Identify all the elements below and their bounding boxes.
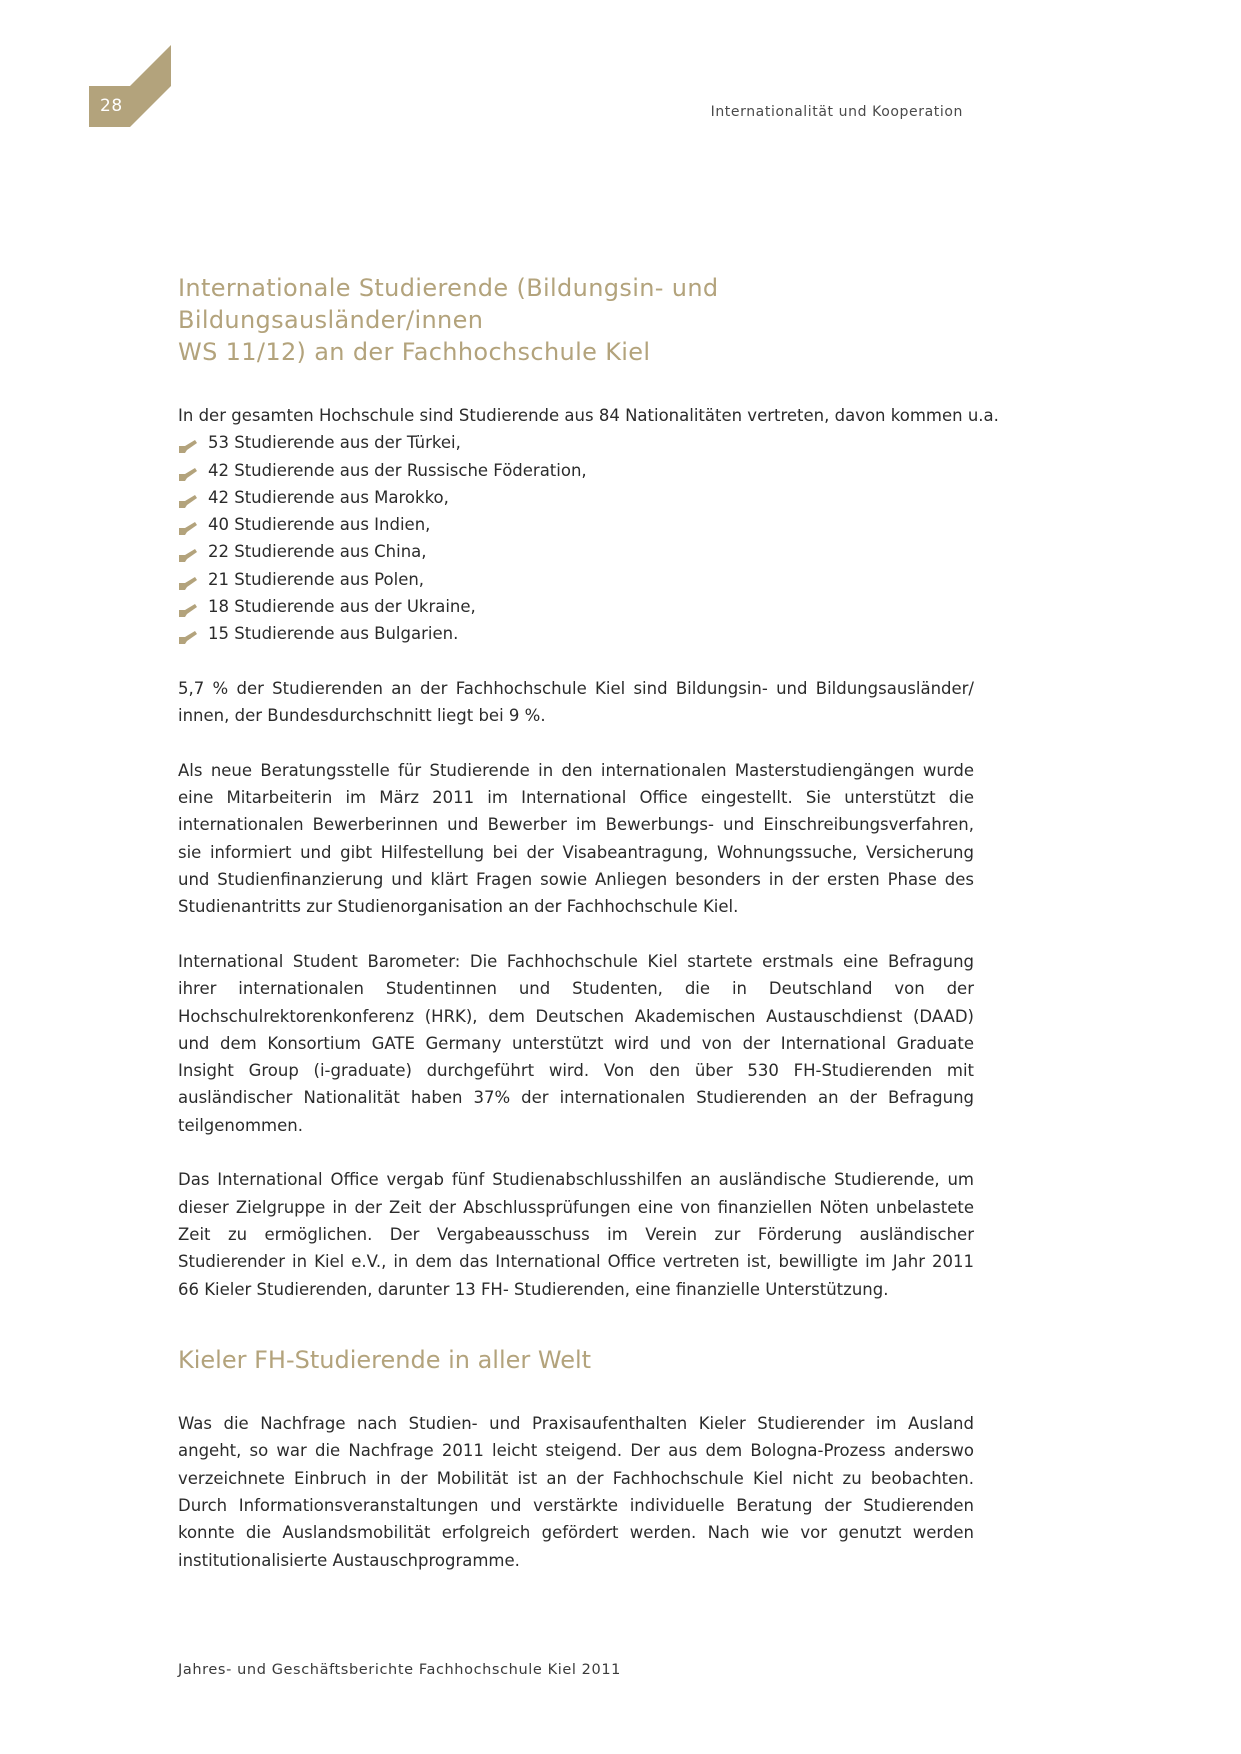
- graduation-aid-paragraph: Das International Office vergab fünf Studienabschlusshilfen an ausländische Studierende, um dieser Zielgruppe in der Zeit der Abschlussprüfungen eine von finanziellen Nöten unbelastete Zeit zu ermöglichen. Der Vergabeausschuss im Verein zur Förderung ausländischer Studierender in Kiel e.V., in dem das International Office vertreten ist, bewilligte im Jahr 2011 66 Kieler Studierenden, darunter 13 FH- Studierenden, eine finanzielle Unterstützung.: [178, 1170, 974, 1299]
- check-arrow-icon: [178, 599, 198, 614]
- list-item: [178, 620, 974, 647]
- list-item: [178, 511, 974, 538]
- list-item: [178, 429, 974, 456]
- list-item-text: 18 Studierende aus der Ukraine,: [208, 597, 476, 617]
- section-title-line-1: Internationale Studierende (Bildungsin- und Bildungsausländer/innen: [178, 274, 719, 334]
- page-footer: Jahres- und Geschäftsberichte Fachhochschule Kiel 2011: [178, 1662, 621, 1678]
- main-content: [178, 272, 999, 1574]
- list-item: [178, 593, 974, 620]
- list-item-text: 21 Studierende aus Polen,: [208, 569, 425, 589]
- advisory-office-paragraph: Als neue Beratungsstelle für Studierende in den internationalen Masterstudiengängen wurde eine Mitarbeiterin im März 2011 im International Office eingestellt. Sie unterstützt die internationalen Bewerberinnen und Bewerber im Bewerbungs- und Einschreibungsverfahren, sie informiert und gibt Hilfestellung bei der Visabeantragung, Wohnungssuche, Versicherung und Studienfinanzierung und klärt Fragen sowie Anliegen besonders in der ersten Phase des Studienantritts zur Studienorganisation an der Fachhochschule Kiel.: [178, 760, 974, 917]
- mobility-paragraph: Was die Nachfrage nach Studien- und Praxisaufenthalten Kieler Studierender im Ausland angeht, so war die Nachfrage 2011 leicht steigend. Der aus dem Bologna-Prozess anderswo verzeichnete Einbruch in der Mobilität ist an der Fachhochschule Kiel nicht zu beobachten. Durch Informationsveranstaltungen und verstärkte individuelle Beratung der Studierenden konnte die Auslandsmobilität erfolgreich gefördert werden. Nach wie vor genutzt werden institutionalisierte Austauschprogramme.: [178, 1414, 974, 1570]
- list-item-text: 42 Studierende aus Marokko,: [208, 487, 449, 507]
- student-barometer-paragraph: International Student Barometer: Die Fachhochschule Kiel startete erstmals eine Befragung ihrer internationalen Studentinnen und Studenten, die in Deutschland von der Hochschulrektorenkonferenz (HRK), dem Deutschen Akademischen Austauschdienst (DAAD) und dem Konsortium GATE Germany unterstützt wird und von der International Graduate Insight Group (i-graduate) durchgeführt wird. Von den über 530 FH-Studierenden mit ausländischer Nationalität haben 37% der internationalen Studierenden an der Befragung teilgenommen.: [178, 951, 974, 1135]
- check-arrow-icon: [178, 463, 198, 478]
- nationality-list: [178, 429, 974, 647]
- list-item-text: 40 Studierende aus Indien,: [208, 515, 431, 535]
- running-header: Internationalität und Kooperation: [710, 104, 963, 120]
- check-arrow-icon: [178, 490, 198, 505]
- section-title-international-students: [178, 272, 974, 368]
- section-title-students-abroad: Kieler FH-Studierende in aller Welt: [178, 1346, 592, 1375]
- check-arrow-icon: [178, 544, 198, 559]
- check-arrow-icon: [178, 435, 198, 450]
- list-item-text: 53 Studierende aus der Türkei,: [208, 433, 461, 453]
- list-item: [178, 538, 974, 565]
- list-item: [178, 566, 974, 593]
- list-item-text: 42 Studierende aus der Russische Föderation,: [208, 460, 587, 480]
- intro-paragraph: In der gesamten Hochschule sind Studierende aus 84 Nationalitäten vertreten, davon kommen u.a.: [178, 406, 999, 425]
- list-item: [178, 484, 974, 511]
- check-arrow-icon: [178, 626, 198, 641]
- check-arrow-icon: [178, 517, 198, 532]
- share-paragraph: 5,7 % der Studierenden an der Fachhochschule Kiel sind Bildungsin- und Bildungsausländer/​innen, der Bundesdurchschnitt liegt bei 9 %.: [178, 678, 974, 726]
- list-item: [178, 457, 974, 484]
- check-arrow-icon: [178, 572, 198, 587]
- section-title-line-2: WS 11/12) an der Fachhochschule Kiel: [178, 338, 651, 366]
- page-number: 28: [100, 96, 123, 116]
- list-item-text: 22 Studierende aus China,: [208, 542, 427, 562]
- list-item-text: 15 Studierende aus Bulgarien.: [208, 624, 459, 644]
